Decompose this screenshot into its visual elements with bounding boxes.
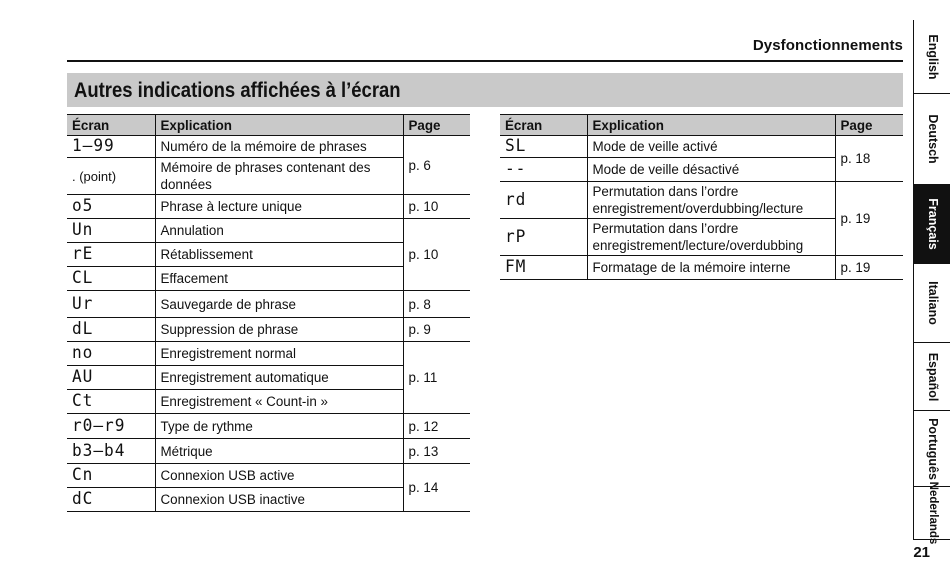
table-row — [67, 219, 470, 243]
screen-cell — [500, 256, 587, 280]
lcd-indicator: dC — [72, 489, 94, 509]
explanation-cell: Type de rythme — [155, 414, 403, 439]
explanation-cell: Rétablissement — [155, 243, 403, 267]
screen-cell — [67, 390, 155, 414]
screen-cell — [67, 243, 155, 267]
language-tab-francais[interactable] — [913, 185, 950, 264]
lcd-indicator: AU — [72, 367, 94, 387]
lcd-indicator: CL — [72, 268, 94, 288]
explanation-cell: Suppression de phrase — [155, 318, 403, 342]
explanation-cell: Mode de veille désactivé — [587, 158, 835, 182]
screen-cell — [67, 195, 155, 219]
language-tab-deutsch[interactable] — [913, 94, 950, 185]
page-cell: p. 12 — [403, 414, 470, 439]
lcd-indicator: SL — [505, 136, 527, 156]
explanation-cell: Enregistrement « Count-in » — [155, 390, 403, 414]
page-cell: p. 10 — [403, 195, 470, 219]
explanation-cell: Enregistrement normal — [155, 342, 403, 366]
page-cell: p. 9 — [403, 318, 470, 342]
explanation-cell: Annulation — [155, 219, 403, 243]
page-cell: p. 13 — [403, 439, 470, 464]
page-number: 21 — [913, 544, 930, 561]
lcd-indicator: no — [72, 343, 94, 363]
language-tab-label: Deutsch — [925, 114, 940, 164]
screen-cell: . (point) — [67, 158, 155, 195]
language-tab-espanol[interactable] — [913, 343, 950, 411]
display-indications-table-left — [67, 114, 470, 512]
language-tab-label: Italiano — [925, 281, 940, 325]
table-row — [500, 136, 903, 158]
language-tab-label: Français — [925, 198, 940, 250]
screen-cell — [67, 439, 155, 464]
screen-cell — [67, 136, 155, 158]
page-cell: p. 11 — [403, 342, 470, 414]
screen-cell — [500, 136, 587, 158]
screen-cell — [500, 158, 587, 182]
lcd-indicator: -- — [505, 159, 527, 179]
lcd-indicator: rd — [505, 189, 527, 210]
table-row — [67, 195, 470, 219]
column-header-page: Page — [403, 115, 470, 136]
table-row — [67, 414, 470, 439]
lcd-indicator: rE — [72, 244, 94, 264]
section-heading-bar — [67, 73, 903, 107]
screen-cell — [500, 182, 587, 219]
explanation-cell: Mode de veille activé — [587, 136, 835, 158]
language-tab-label: Nederlands — [926, 481, 939, 545]
table-header-row — [500, 115, 903, 136]
column-header-screen: Écran — [67, 115, 155, 136]
table-row — [67, 136, 470, 158]
table-row — [500, 256, 903, 280]
explanation-cell: Numéro de la mémoire de phrases — [155, 136, 403, 158]
table-row — [67, 439, 470, 464]
page-cell: p. 8 — [403, 291, 470, 318]
table-row — [67, 342, 470, 366]
language-tabs — [913, 20, 950, 545]
language-tab-english[interactable] — [913, 20, 950, 94]
explanation-cell: Effacement — [155, 267, 403, 291]
page-cell: p. 19 — [835, 182, 903, 256]
screen-cell — [67, 219, 155, 243]
explanation-cell: Formatage de la mémoire interne — [587, 256, 835, 280]
language-tab-portugues[interactable] — [913, 411, 950, 487]
column-header-explanation: Explication — [155, 115, 403, 136]
screen-cell — [67, 366, 155, 390]
screen-cell — [67, 291, 155, 318]
lcd-indicator: 1–99 — [72, 136, 115, 156]
column-header-explanation: Explication — [587, 115, 835, 136]
lcd-indicator: r0–r9 — [72, 415, 126, 436]
lcd-indicator: Ur — [72, 293, 94, 314]
table-header-row — [67, 115, 470, 136]
display-indications-table-right — [500, 114, 903, 280]
table-row — [67, 291, 470, 318]
explanation-cell: Sauvegarde de phrase — [155, 291, 403, 318]
page-cell: p. 19 — [835, 256, 903, 280]
page-cell: p. 10 — [403, 219, 470, 291]
explanation-cell: Permutation dans l’ordre enregistrement/overdubbing/lecture — [587, 182, 835, 219]
lcd-indicator: b3–b4 — [72, 440, 126, 461]
screen-cell — [67, 318, 155, 342]
lcd-indicator: o5 — [72, 196, 94, 216]
explanation-cell: Enregistrement automatique — [155, 366, 403, 390]
header-title: Dysfonctionnements — [752, 37, 903, 54]
table-row — [67, 318, 470, 342]
column-header-page: Page — [835, 115, 903, 136]
language-tab-label: English — [925, 33, 940, 80]
section-title: Autres indications affichées à l’écran — [74, 79, 401, 102]
lcd-indicator: rP — [505, 226, 527, 247]
explanation-cell: Phrase à lecture unique — [155, 195, 403, 219]
lcd-indicator: Ct — [72, 391, 94, 411]
explanation-cell: Mémoire de phrases contenant des données — [155, 158, 403, 195]
screen-cell — [67, 488, 155, 512]
screen-cell — [500, 219, 587, 256]
screen-cell — [67, 414, 155, 439]
explanation-cell: Métrique — [155, 439, 403, 464]
table-row — [500, 182, 903, 219]
language-tab-label: Español — [925, 352, 940, 401]
lcd-indicator: dL — [72, 319, 94, 339]
language-tab-nederlands[interactable] — [913, 481, 950, 545]
explanation-cell: Permutation dans l’ordre enregistrement/lecture/overdubbing — [587, 219, 835, 256]
lcd-indicator: Cn — [72, 465, 94, 485]
page-cell: p. 14 — [403, 464, 470, 512]
explanation-cell: Connexion USB inactive — [155, 488, 403, 512]
language-tab-italiano[interactable] — [913, 264, 950, 343]
table-row — [67, 464, 470, 488]
screen-cell — [67, 267, 155, 291]
lcd-indicator: Un — [72, 220, 94, 240]
language-tab-label: Português — [925, 417, 940, 480]
lcd-indicator: FM — [505, 257, 527, 277]
header-rule — [67, 60, 903, 62]
page-cell: p. 18 — [835, 136, 903, 182]
screen-cell — [67, 342, 155, 366]
page-cell: p. 6 — [403, 136, 470, 195]
explanation-cell: Connexion USB active — [155, 464, 403, 488]
column-header-screen: Écran — [500, 115, 587, 136]
screen-cell — [67, 464, 155, 488]
